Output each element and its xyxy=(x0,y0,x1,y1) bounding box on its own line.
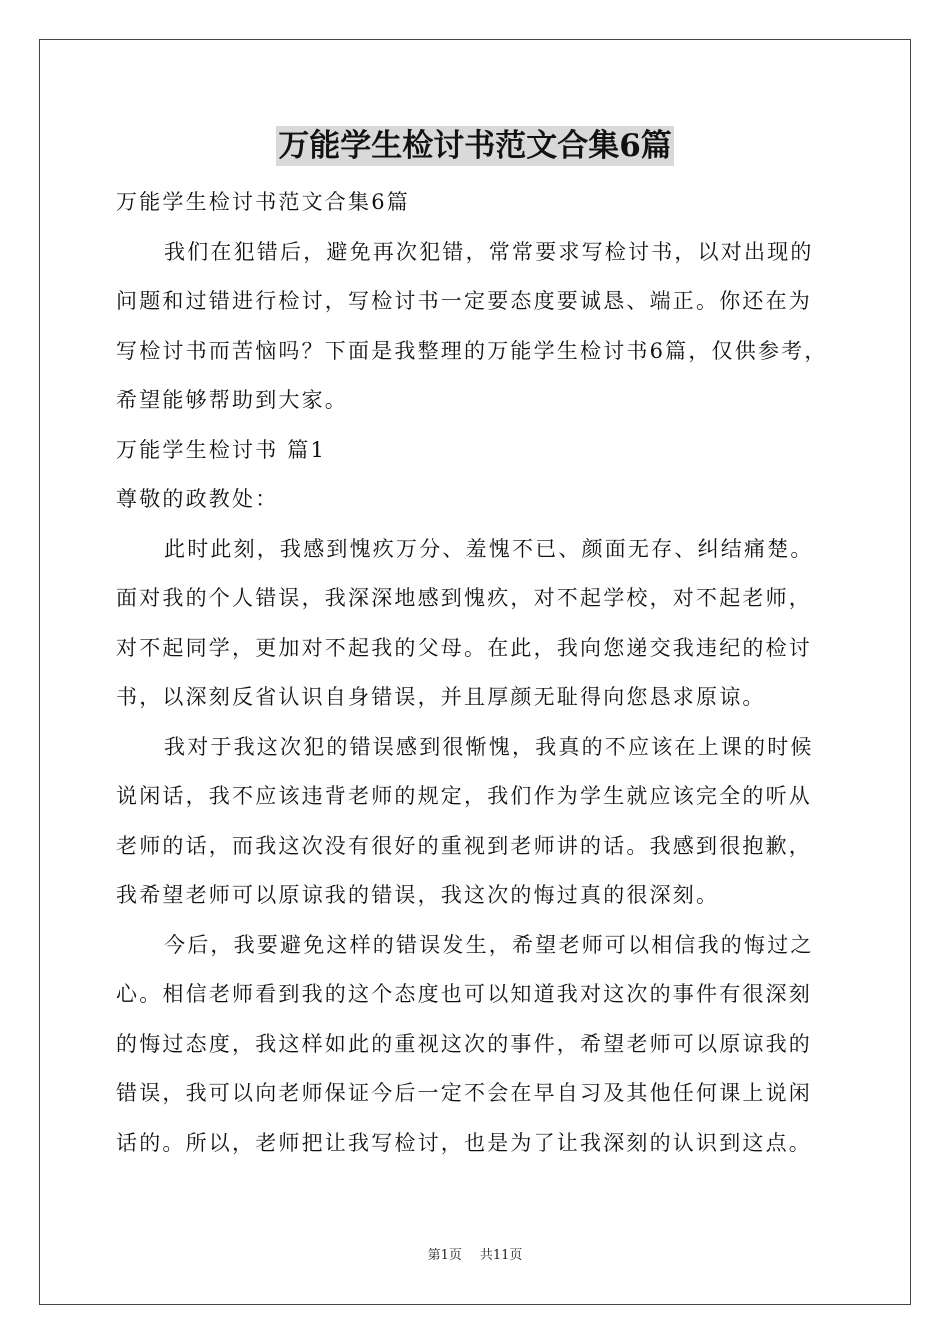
page-total: 共11页 xyxy=(479,1248,523,1263)
text-line: 尊敬的政教处： xyxy=(116,487,279,511)
text-line: 的悔过态度，我这样如此的重视这次的事件，希望老师可以原谅我的 xyxy=(116,1031,812,1056)
page-footer xyxy=(0,1247,950,1265)
text-line: 希望能够帮助到大家。 xyxy=(116,388,348,412)
text-line: 问题和过错进行检讨，写检讨书一定要态度要诚恳、端正。你还在为 xyxy=(116,289,812,313)
text-line: 万能学生检讨书范文合集6篇 xyxy=(116,190,410,214)
text-line: 面对我的个人错误，我深深地感到愧疚，对不起学校，对不起老师， xyxy=(116,586,812,610)
text-line: 话的。所以，老师把让我写检讨，也是为了让我深刻的认识到这点。 xyxy=(116,1130,812,1155)
text-line: 书，以深刻反省认识自身错误，并且厚颜无耻得向您恳求原谅。 xyxy=(116,685,766,709)
text-line: 我们在犯错后，避免再次犯错，常常要求写检讨书，以对出现的 xyxy=(164,239,814,264)
text-line: 说闲话，我不应该违背老师的规定，我们作为学生就应该完全的听从 xyxy=(116,784,812,808)
document-title: 万能学生检讨书范文合集6篇 xyxy=(278,128,672,164)
text-line: 写检讨书而苦恼吗？下面是我整理的万能学生检讨书6篇，仅供参考， xyxy=(116,338,828,363)
text-line: 我对于我这次犯的错误感到很惭愧，我真的不应该在上课的时候 xyxy=(164,734,814,759)
text-line: 对不起同学，更加对不起我的父母。在此，我向您递交我违纪的检讨 xyxy=(116,635,812,660)
text-line: 错误，我可以向老师保证今后一定不会在早自习及其他任何课上说闲 xyxy=(116,1081,812,1105)
text-line: 万能学生检讨书 篇1 xyxy=(116,437,327,462)
text-line: 今后，我要避免这样的错误发生，希望老师可以相信我的悔过之 xyxy=(164,932,814,957)
document-body xyxy=(116,178,846,1168)
text-line: 此时此刻，我感到愧疚万分、羞愧不已、颜面无存、纠结痛楚。 xyxy=(164,536,814,561)
text-line: 心。相信老师看到我的这个态度也可以知道我对这次的事件有很深刻 xyxy=(116,982,812,1006)
page-number: 第1页 xyxy=(427,1248,462,1263)
text-line: 我希望老师可以原谅我的错误，我这次的悔过真的很深刻。 xyxy=(116,883,720,907)
text-line: 老师的话，而我这次没有很好的重视到老师讲的话。我感到很抱歉， xyxy=(116,833,812,858)
title-container xyxy=(0,126,950,166)
